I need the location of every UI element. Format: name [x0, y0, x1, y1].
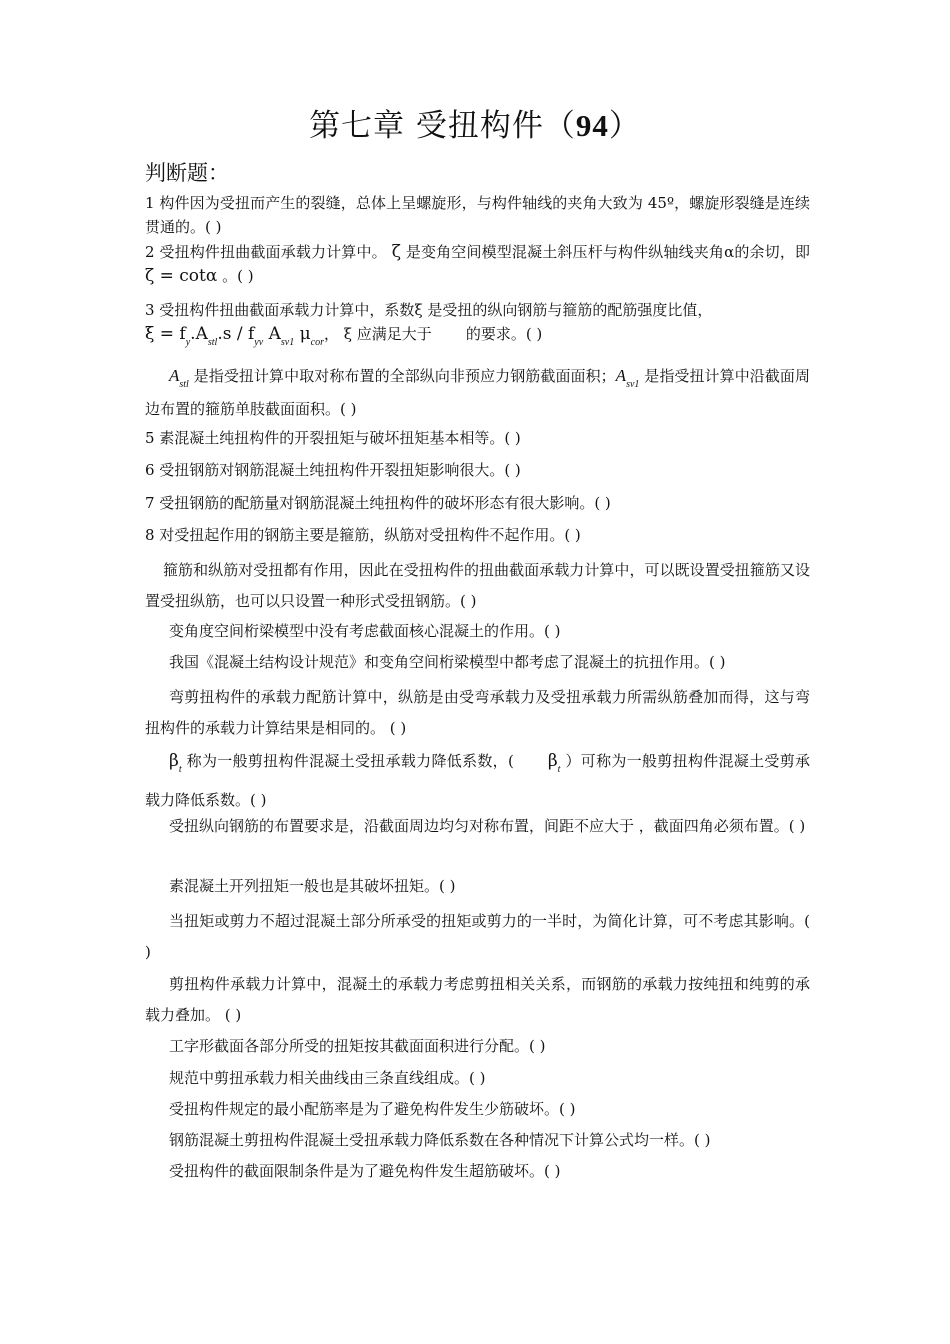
beta-t-subscript-2: t [557, 764, 561, 775]
question-21: 钢筋混凝土剪扭构件混凝土受扭承载力降低系数在各种情况下计算公式均一样。( ) [169, 1131, 711, 1149]
section-heading: 判断题： [145, 161, 229, 185]
question-2 [145, 240, 810, 288]
formula-part-5: μ [294, 324, 311, 344]
formula-part-4: A [263, 324, 281, 344]
chapter-title [0, 100, 950, 145]
question-12: 弯剪扭构件的承载力配筋计算中，纵筋是由受弯承载力及受扭承载力所需纵筋叠加而得，这与弯扭构件的承载力计算结果是相同的。 ( ) [145, 688, 810, 737]
question-6: 6 受扭钢筋对钢筋混凝土纯扭构件开裂扭矩影响很大。( ) [145, 461, 521, 479]
beta-t-subscript: t [178, 764, 182, 775]
a-stl-subscript: stl [179, 379, 189, 390]
formula-part-2: .A [190, 324, 208, 344]
q2-text-c: 。( ) [217, 267, 254, 285]
question-18: 工字形截面各部分所受的扭矩按其截面面积进行分配。( ) [169, 1037, 546, 1055]
question-14: 受扭纵向钢筋的布置要求是，沿截面周边均匀对称布置，间距不应大于 ，截面四角必须布置。( ) [169, 817, 806, 835]
q2-text-b: 是变角空间模型混凝土斜压杆与构件纵轴线夹角α的余切，即 [400, 243, 810, 261]
q3-text-b: ， ξ 应满足大于 [324, 325, 432, 343]
question-1: 1 构件因为受扭而产生的裂缝，总体上呈螺旋形，与构件轴线的夹角大致为 45º，螺旋形裂缝是连续贯通的。( ) [145, 194, 810, 236]
formula-sub-y: y [185, 337, 191, 348]
question-9: 箍筋和纵筋对受扭都有作用，因此在受扭构件的扭曲截面承载力计算中，可以既设置受扭箍筋又设置受扭纵筋，也可以只设置一种形式受扭钢筋。( ) [145, 561, 810, 610]
formula-sub-yv: yv [254, 337, 264, 348]
chapter-title-close: ） [608, 108, 641, 144]
question-16: 当扭矩或剪力不超过混凝土部分所承受的扭矩或剪力的一半时，为简化计算，可不考虑其影响。( ) [145, 912, 810, 961]
beta-t-symbol: β [169, 751, 179, 771]
beta-t-symbol-2: β [547, 751, 558, 771]
question-4 [145, 364, 810, 421]
question-11: 我国《混凝土结构设计规范》和变角空间桁梁模型中都考虑了混凝土的抗扭作用。( ) [169, 653, 726, 671]
formula-part-3: .s / f [217, 324, 255, 344]
chapter-title-text: 第七章 受扭构件（ [309, 108, 576, 144]
chapter-title-number: 94 [575, 108, 609, 143]
a-sv1-symbol: A [615, 366, 627, 385]
q13-text-a: 称为一般剪扭构件混凝土受扭承载力降低系数，( [181, 752, 514, 770]
question-5: 5 素混凝土纯扭构件的开裂扭矩与破坏扭矩基本相等。( ) [145, 429, 521, 447]
formula-sub-sv1: sv1 [280, 337, 295, 348]
question-20: 受扭构件规定的最小配筋率是为了避免构件发生少筋破坏。( ) [169, 1100, 576, 1118]
question-13 [145, 746, 810, 816]
q2-text-a: 2 受扭构件扭曲截面承载力计算中。 [145, 243, 387, 261]
formula-part-1: ξ = f [145, 324, 186, 344]
xi-formula [145, 324, 324, 348]
q3-text-c: 的要求。( ) [465, 325, 543, 343]
a-sv1-subscript: sv1 [626, 379, 640, 390]
cot-equation: ζ = cotα [145, 266, 218, 286]
q13-text-b: ）可称为一般剪扭构件混凝土受剪承载力降低系数。( ) [145, 752, 810, 809]
formula-sub-cor: cor [310, 337, 324, 348]
question-3 [145, 298, 810, 355]
a-stl-symbol: A [169, 366, 180, 385]
question-19: 规范中剪扭承载力相关曲线由三条直线组成。( ) [169, 1069, 486, 1087]
question-22: 受扭构件的截面限制条件是为了避免构件发生超筋破坏。( ) [169, 1162, 561, 1180]
question-7: 7 受扭钢筋的配筋量对钢筋混凝土纯扭构件的破坏形态有很大影响。( ) [145, 494, 611, 512]
zeta-symbol: ζ [391, 242, 401, 262]
question-17: 剪扭构件承载力计算中，混凝土的承载力考虑剪扭相关关系，而钢筋的承载力按纯扭和纯剪的承载力叠加。 ( ) [145, 975, 810, 1024]
q4-text-a: 是指受扭计算中取对称布置的全部纵向非预应力钢筋截面面积； [188, 367, 616, 385]
q3-text-a: 3 受扭构件扭曲截面承载力计算中，系数ξ 是受扭的纵向钢筋与箍筋的配筋强度比值， [145, 301, 713, 319]
q4-text-b: 是指受扭计算中沿截面周边布置的箍筋单肢截面面积。( ) [145, 367, 810, 418]
question-10: 变角度空间桁梁模型中没有考虑截面核心混凝土的作用。( ) [169, 622, 561, 640]
question-8: 8 对受扭起作用的钢筋主要是箍筋，纵筋对受扭构件不起作用。( ) [145, 526, 581, 544]
formula-sub-stl: stl [207, 337, 218, 348]
question-15: 素混凝土开列扭矩一般也是其破坏扭矩。( ) [169, 877, 456, 895]
